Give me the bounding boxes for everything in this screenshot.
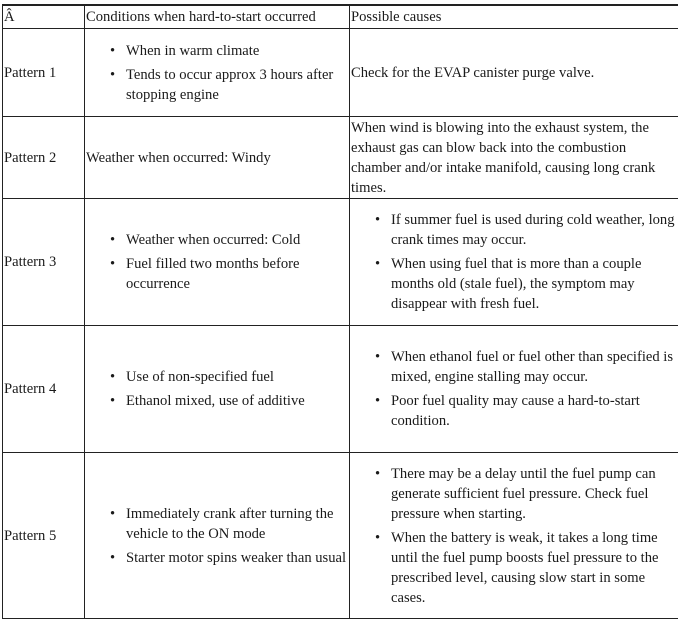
table-row: [3, 117, 678, 199]
header-cell-conditions: Conditions when hard-to-start occurred: [85, 5, 350, 29]
list-item: • There may be a delay until the fuel pump can generate sufficient fuel pressure. Check fuel pressure when starting.: [351, 464, 677, 524]
header-cell-corner: Â: [3, 5, 85, 29]
header-cell-causes: Possible causes: [350, 5, 678, 29]
list-item: • Fuel filled two months before occurrence: [86, 254, 348, 294]
list-item: • Use of non-specified fuel: [86, 367, 348, 387]
list-item: • When the battery is weak, it takes a long time until the fuel pump boosts fuel pressure to the prescribed level, causing slow start in some cases.: [351, 528, 677, 608]
table-header-row: [3, 5, 678, 29]
conditions-list: [86, 504, 348, 568]
causes-cell: [350, 453, 678, 619]
list-item: • Tends to occur approx 3 hours after stopping engine: [86, 65, 348, 105]
conditions-cell: [85, 453, 350, 619]
causes-cell: [350, 326, 678, 453]
pattern-label: Pattern 1: [3, 29, 85, 117]
conditions-cell: [85, 199, 350, 326]
table-row: [3, 326, 678, 453]
list-item: • If summer fuel is used during cold weather, long crank times may occur.: [351, 210, 677, 250]
list-item: • Starter motor spins weaker than usual: [86, 548, 348, 568]
conditions-list: [86, 230, 348, 294]
table-row: [3, 29, 678, 117]
list-item: • When ethanol fuel or fuel other than specified is mixed, engine stalling may occur.: [351, 347, 677, 387]
conditions-cell: [85, 326, 350, 453]
table-row: [3, 453, 678, 619]
pattern-label: Pattern 2: [3, 117, 85, 199]
pattern-label: Pattern 4: [3, 326, 85, 453]
hard-to-start-table: [2, 4, 678, 619]
causes-cell: When wind is blowing into the exhaust system, the exhaust gas can blow back into the combustion chamber and/or intake manifold, causing long crank times.: [350, 117, 678, 199]
list-item: • Poor fuel quality may cause a hard-to-start condition.: [351, 391, 677, 431]
list-item: • When in warm climate: [86, 41, 348, 61]
conditions-list: [86, 41, 348, 105]
causes-list: [351, 464, 677, 608]
causes-cell: Check for the EVAP canister purge valve.: [350, 29, 678, 117]
conditions-list: [86, 367, 348, 411]
pattern-label: Pattern 5: [3, 453, 85, 619]
causes-cell: [350, 199, 678, 326]
list-item: • Immediately crank after turning the vehicle to the ON mode: [86, 504, 348, 544]
conditions-cell: Weather when occurred: Windy: [85, 117, 350, 199]
table-row: [3, 199, 678, 326]
causes-list: [351, 347, 677, 431]
list-item: • Weather when occurred: Cold: [86, 230, 348, 250]
causes-list: [351, 210, 677, 314]
conditions-cell: [85, 29, 350, 117]
list-item: • When using fuel that is more than a couple months old (stale fuel), the symptom may disappear with fresh fuel.: [351, 254, 677, 314]
pattern-label: Pattern 3: [3, 199, 85, 326]
list-item: • Ethanol mixed, use of additive: [86, 391, 348, 411]
